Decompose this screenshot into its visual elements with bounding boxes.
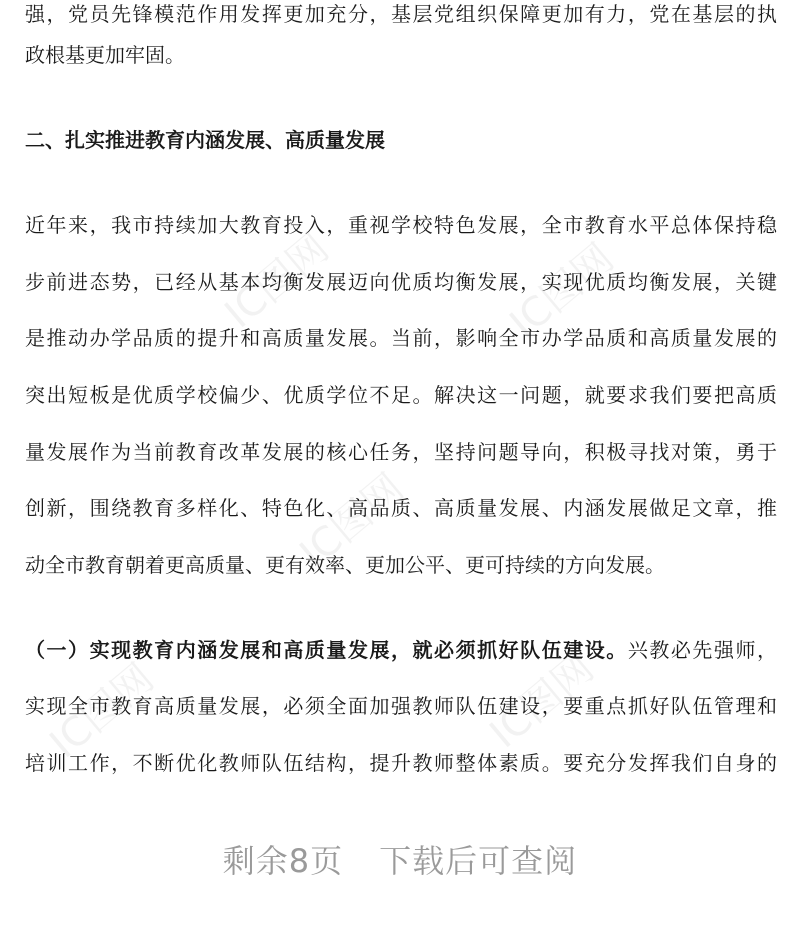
paragraph-line: 近年来，我市持续加大教育投入，重视学校特色发展，全市教育水平总体保持稳 <box>25 213 777 237</box>
paragraph-line: 政根基更加牢固。 <box>25 43 185 67</box>
paragraph-line: 实现全市教育高质量发展，必须全面加强教师队伍建设，要重点抓好队伍管理和 <box>25 694 777 718</box>
watermark: IC图网 <box>216 225 338 338</box>
paragraph-line: 强，党员先锋模范作用发挥更加充分，基层党组织保障更加有力，党在基层的执 <box>25 2 777 26</box>
paragraph-line: 培训工作，不断优化教师队伍结构，提升教师整体素质。要充分发挥我们自身的 <box>25 751 777 775</box>
paragraph-line <box>25 636 777 664</box>
paragraph-line: 创新，围绕教育多样化、特色化、高品质、高质量发展、内涵发展做足文章，推 <box>25 496 777 520</box>
download-prompt[interactable] <box>0 836 800 882</box>
watermark: IC图网 <box>481 645 603 758</box>
download-to-view-label[interactable]: 下载后可查阅 <box>379 842 578 880</box>
watermark: IC图网 <box>291 465 413 578</box>
watermark: IC图网 <box>501 235 623 348</box>
section-heading: 二、扎实推进教育内涵发展、高质量发展 <box>25 128 385 152</box>
paragraph-line: 是推动办学品质的提升和高质量发展。当前，影响全市办学品质和高质量发展的 <box>25 326 777 350</box>
paragraph-line: 量发展作为当前教育改革发展的核心任务，坚持问题导向，积极寻找对策，勇于 <box>25 440 777 464</box>
paragraph-line: 突出短板是优质学校偏少、优质学位不足。解决这一问题，就要求我们要把高质 <box>25 383 777 407</box>
paragraph-line: 步前进态势，已经从基本均衡发展迈向优质均衡发展，实现优质均衡发展，关键 <box>25 270 777 294</box>
remaining-pages-label: 剩余8页 <box>222 842 344 880</box>
watermark: IC图网 <box>41 655 163 768</box>
paragraph-line: 动全市教育朝着更高质量、更有效率、更加公平、更可持续的方向发展。 <box>25 553 665 577</box>
line-text: 兴教必先强师， <box>627 638 778 662</box>
bold-lead-text: （一）实现教育内涵发展和高质量发展，就必须抓好队伍建设。 <box>25 638 628 662</box>
